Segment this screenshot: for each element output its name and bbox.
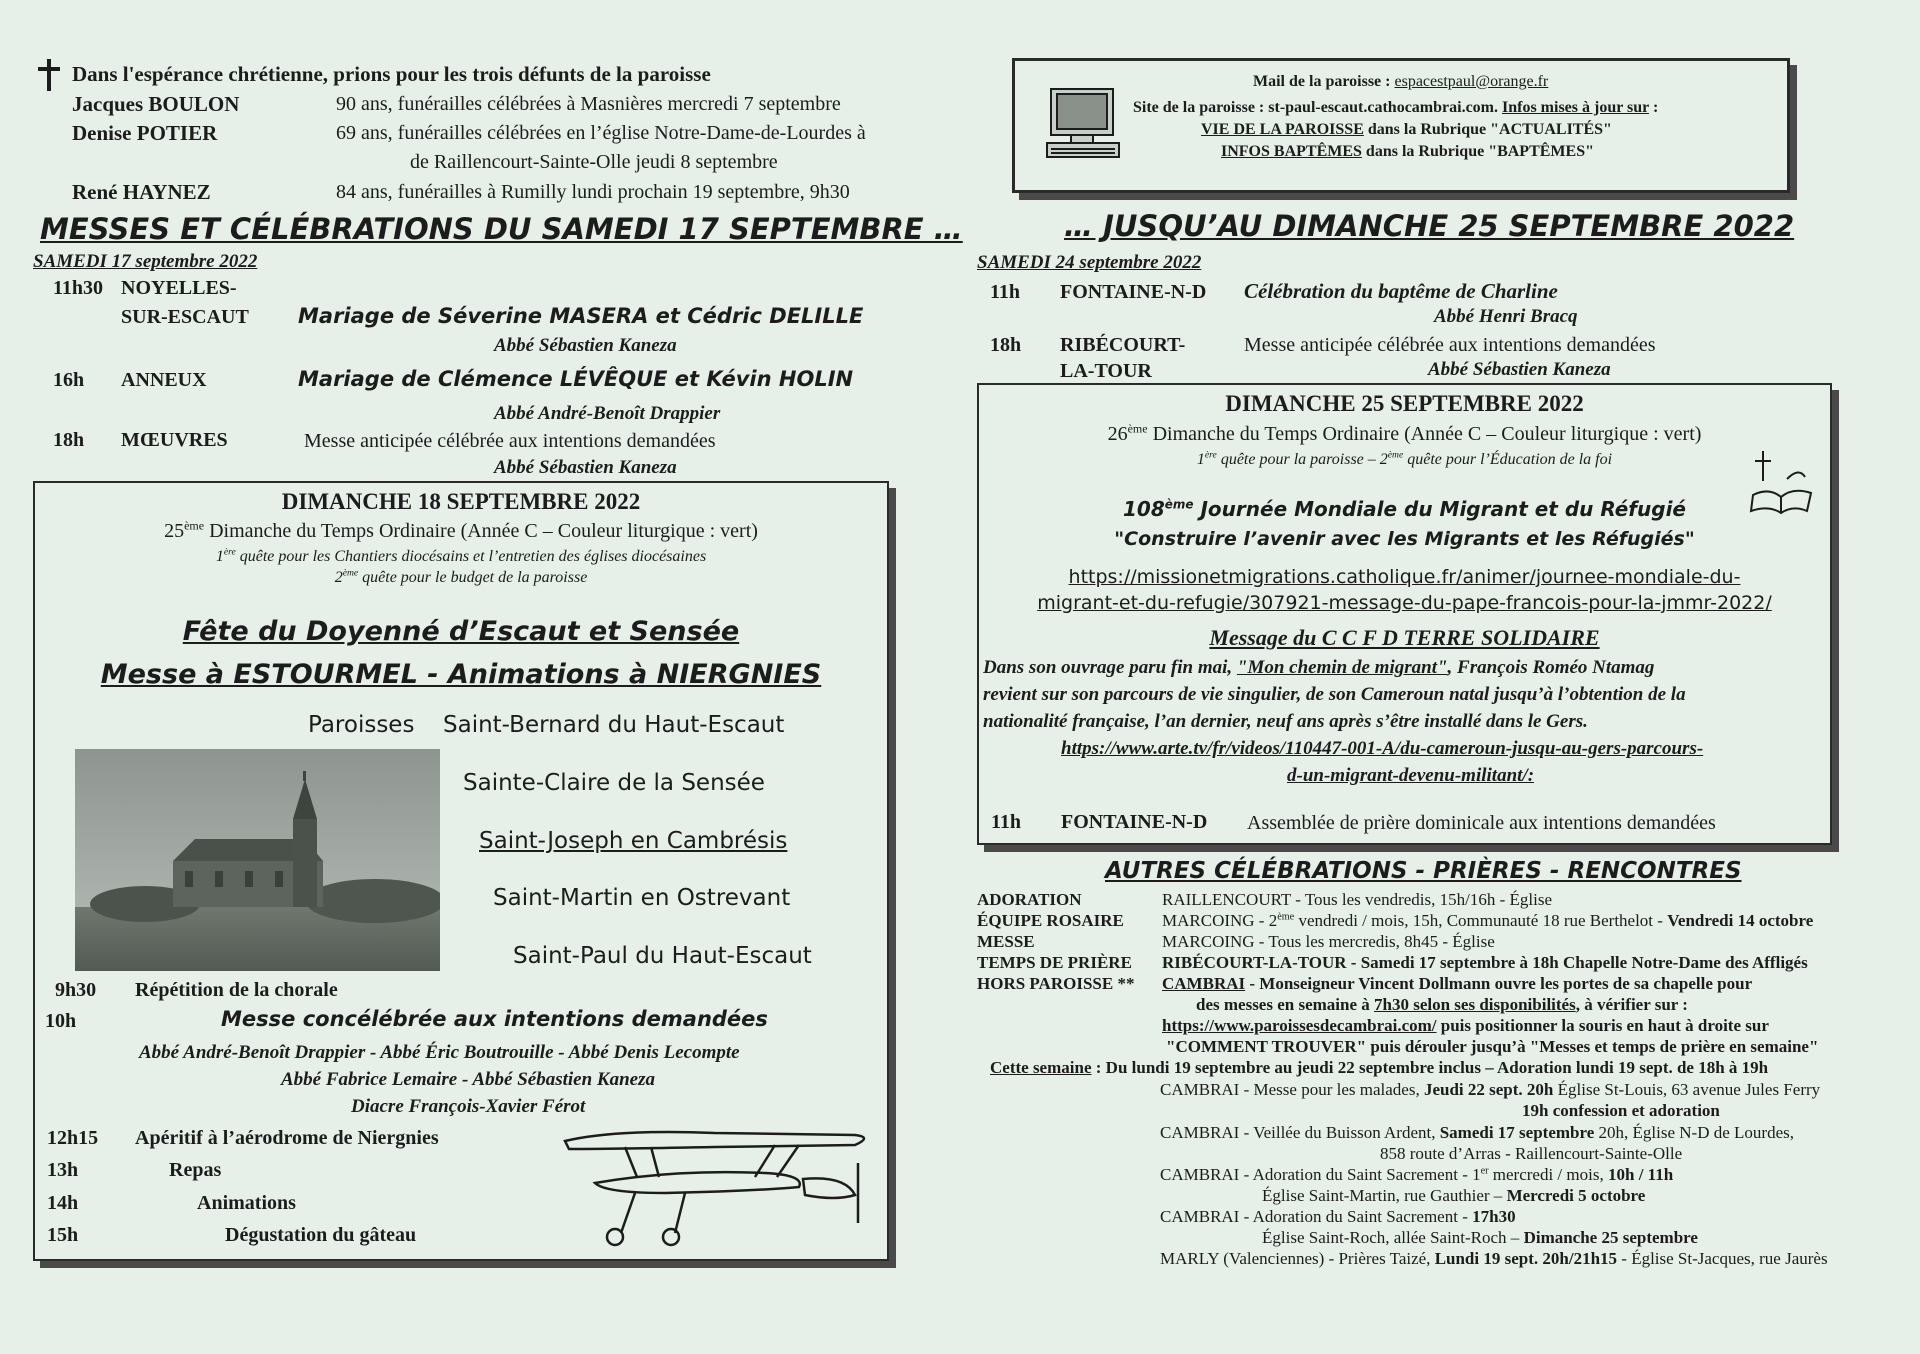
left-section-title: MESSES ET CÉLÉBRATIONS DU SAMEDI 17 SEPTEMBRE …	[40, 212, 963, 246]
event-place: ANNEUX	[121, 369, 207, 391]
event-time: 11h30	[53, 277, 104, 299]
event-time: 11h	[991, 811, 1022, 833]
sunday18-ordinal: 25ème Dimanche du Temps Ordinaire (Année C – Couleur liturgique : vert)	[164, 518, 758, 542]
sunday18-box	[33, 481, 889, 1261]
event-place: FONTAINE-N-D	[1061, 811, 1208, 833]
event-description: Messe anticipée célébrée aux intentions demandées	[1244, 334, 1656, 356]
saturday24-date: SAMEDI 24 septembre 2022	[977, 252, 1202, 273]
schedule-label: Dégustation du gâteau	[225, 1224, 417, 1246]
deceased-detail: de Raillencourt-Sainte-Olle jeudi 8 septembre	[410, 151, 778, 173]
right-section-title: … JUSQU’AU DIMANCHE 25 SEPTEMBRE 2022	[1064, 209, 1795, 243]
sunday25-title: DIMANCHE 25 SEPTEMBRE 2022	[1225, 391, 1584, 416]
autres-detail: des messes en semaine à 7h30 selon ses disponibilités, à vérifier sur :	[1196, 995, 1688, 1014]
ccfd-title: Message du C C F D TERRE SOLIDAIRE	[1209, 625, 1600, 650]
contact-site-line: Site de la paroisse : st-paul-escaut.cathocambrai.com. Infos mises à jour sur :	[1133, 99, 1659, 116]
sunday18-title: DIMANCHE 18 SEPTEMBRE 2022	[281, 489, 641, 514]
schedule-label: Apéritif à l’aérodrome de Niergnies	[135, 1127, 439, 1149]
autres-detail: https://www.paroissesdecambrai.com/ puis positionner la souris en haut à droite sur	[1162, 1016, 1769, 1035]
cambrai-line: Église Saint-Roch, allée Saint-Roch – Dimanche 25 septembre	[1262, 1228, 1698, 1247]
schedule-time: 10h	[45, 1010, 77, 1032]
parish-name: Saint-Joseph en Cambrésis	[479, 828, 788, 854]
deceased-detail: 90 ans, funérailles célébrées à Masnières mercredi 7 septembre	[336, 93, 841, 115]
semaine-label: Cette semaine : Du lundi 19 septembre au jeudi 22 septembre inclus – Adoration lundi 19 sept. de 18h à 19h	[990, 1058, 1769, 1077]
autres-label: ÉQUIPE ROSAIRE	[977, 911, 1124, 930]
autres-detail: RAILLENCOURT - Tous les vendredis, 15h/16h - Église	[1162, 890, 1553, 909]
schedule-time: 15h	[47, 1224, 79, 1246]
cambrai-line: CAMBRAI - Veillée du Buisson Ardent, Samedi 17 septembre 20h, Église N-D de Lourdes,	[1160, 1123, 1794, 1142]
marly-line: MARLY (Valenciennes) - Prières Taizé, Lundi 19 sept. 20h/21h15 - Église St-Jacques, rue Jaurès	[1160, 1249, 1828, 1268]
vie-link[interactable]: VIE DE LA PAROISSE	[1201, 121, 1364, 138]
schedule-time: 12h15	[47, 1127, 99, 1149]
event-priest: Abbé Sébastien Kaneza	[494, 335, 677, 356]
autres-detail: MARCOING - 2ème vendredi / mois, 15h, Communauté 18 rue Berthelot - Vendredi 14 octobre	[1162, 911, 1814, 930]
event-place: LA-TOUR	[1060, 360, 1152, 382]
autres-detail: "COMMENT TROUVER" puis dérouler jusqu’à "Messes et temps de prière en semaine"	[1166, 1037, 1819, 1056]
paroisses-link[interactable]: https://www.paroissesdecambrai.com/	[1162, 1016, 1437, 1035]
sunday25-box	[977, 383, 1832, 845]
ccfd-text: revient sur son parcours de vie singulier, de son Cameroun natal jusqu’à l’obtention de la	[983, 684, 1686, 705]
event-description: Assemblée de prière dominicale aux intentions demandées	[1247, 812, 1716, 834]
priests-line: Diacre François-Xavier Férot	[351, 1096, 586, 1117]
parishes-label: Paroisses	[308, 712, 415, 738]
fete-title: Fête du Doyenné d’Escaut et Sensée	[182, 616, 740, 647]
mail-link[interactable]: espacestpaul@orange.fr	[1394, 73, 1549, 90]
deceased-detail: 69 ans, funérailles célébrées en l’église Notre-Dame-de-Lourdes à	[336, 122, 866, 144]
cambrai-line: CAMBRAI - Adoration du Saint Sacrement - 17h30	[1160, 1207, 1516, 1226]
deceased-name: René HAYNEZ	[72, 180, 211, 204]
event-place: NOYELLES-	[121, 277, 237, 299]
schedule-label: Repas	[169, 1159, 222, 1181]
ccfd-text: Dans son ouvrage paru fin mai, "Mon chemin de migrant", François Roméo Ntamag	[983, 657, 1655, 678]
autres-label: TEMPS DE PRIÈRE	[977, 953, 1132, 972]
saturday17-date: SAMEDI 17 septembre 2022	[33, 251, 258, 272]
church-photo	[75, 749, 440, 971]
sunday18-collection-1: 1ère quête pour les Chantiers diocésains et l’entretien des églises diocésaines	[215, 546, 707, 565]
sunday25-collections: 1ère quête pour la paroisse – 2ème quête pour l’Éducation de la foi	[1196, 449, 1613, 468]
schedule-time: 9h30	[55, 979, 97, 1001]
fete-subtitle: Messe à ESTOURMEL - Animations à NIERGNIES	[100, 659, 822, 690]
parish-name: Saint-Bernard du Haut-Escaut	[443, 712, 785, 738]
autres-title: AUTRES CÉLÉBRATIONS - PRIÈRES - RENCONTRES	[1105, 858, 1742, 884]
contact-box	[1012, 58, 1790, 193]
deceased-detail: 84 ans, funérailles à Rumilly lundi prochain 19 septembre, 9h30	[336, 181, 850, 203]
bapt-link[interactable]: INFOS BAPTÊMES	[1221, 143, 1362, 160]
cambrai-line: 19h confession et adoration	[1522, 1101, 1720, 1120]
contact-bapt-line: INFOS BAPTÊMES dans la Rubrique "BAPTÊMES"	[1221, 143, 1594, 160]
event-description: Messe anticipée célébrée aux intentions demandées	[304, 430, 716, 452]
ccfd-link[interactable]: https://www.arte.tv/fr/videos/110447-001-A/du-cameroun-jusqu-au-gers-parcours-	[1061, 738, 1704, 759]
event-description: Mariage de Clémence LÉVÊQUE et Kévin HOLIN	[298, 367, 854, 391]
autres-detail: MARCOING - Tous les mercredis, 8h45 - Église	[1162, 932, 1495, 951]
autres-label: HORS PAROISSE **	[977, 974, 1135, 993]
event-description: Mariage de Séverine MASERA et Cédric DELILLE	[298, 304, 864, 328]
autres-label: MESSE	[977, 932, 1035, 951]
schedule-time: 13h	[47, 1159, 79, 1181]
mass-description: Messe concélébrée aux intentions demandées	[221, 1007, 768, 1031]
cross-icon	[36, 57, 62, 93]
cambrai-line: CAMBRAI - Adoration du Saint Sacrement - 1er mercredi / mois, 10h / 11h	[1160, 1165, 1674, 1184]
autres-detail: CAMBRAI - Monseigneur Vincent Dollmann ouvre les portes de sa chapelle pour	[1162, 974, 1753, 993]
event-place: SUR-ESCAUT	[121, 306, 249, 328]
parish-name: Saint-Martin en Ostrevant	[493, 885, 791, 911]
ccfd-text: nationalité française, l’an dernier, neuf ans après s’être installé dans le Gers.	[983, 711, 1588, 732]
cambrai-line: 858 route d’Arras - Raillencourt-Sainte-Olle	[1380, 1144, 1683, 1163]
event-priest: Abbé Sébastien Kaneza	[1428, 359, 1611, 380]
schedule-label: Répétition de la chorale	[135, 979, 338, 1001]
priests-line: Abbé André-Benoît Drappier - Abbé Éric Boutrouille - Abbé Denis Lecompte	[139, 1042, 740, 1063]
event-place: FONTAINE-N-D	[1060, 281, 1207, 303]
event-place: MŒUVRES	[121, 429, 228, 451]
event-priest: Abbé Sébastien Kaneza	[494, 457, 677, 478]
event-time: 18h	[53, 429, 85, 451]
event-priest: Abbé André-Benoît Drappier	[494, 403, 721, 424]
jmmr-slogan: "Construire l’avenir avec les Migrants et les Réfugiés"	[1114, 528, 1695, 550]
schedule-label: Animations	[197, 1192, 296, 1214]
event-priest: Abbé Henri Bracq	[1434, 306, 1578, 327]
contact-vie-line: VIE DE LA PAROISSE dans la Rubrique "ACTUALITÉS"	[1201, 121, 1612, 138]
deceased-name: Jacques BOULON	[72, 92, 240, 116]
event-place: RIBÉCOURT-	[1060, 334, 1186, 356]
event-description: Célébration du baptême de Charline	[1244, 279, 1558, 303]
event-time: 16h	[53, 369, 85, 391]
ccfd-link[interactable]: d-un-migrant-devenu-militant/:	[1287, 765, 1535, 786]
jmmr-link[interactable]: https://missionetmigrations.catholique.fr/animer/journee-mondiale-du-	[1068, 566, 1741, 588]
schedule-time: 14h	[47, 1192, 79, 1214]
event-time: 11h	[990, 281, 1021, 303]
autres-detail: RIBÉCOURT-LA-TOUR - Samedi 17 septembre à 18h Chapelle Notre-Dame des Affligés	[1162, 953, 1808, 972]
contact-mail-line: Mail de la paroisse : espacestpaul@orange.fr	[1253, 73, 1549, 90]
biplane-icon	[555, 1121, 881, 1251]
sunday25-ordinal: 26ème Dimanche du Temps Ordinaire (Année C – Couleur liturgique : vert)	[1107, 421, 1702, 445]
deceased-intro: Dans l'espérance chrétienne, prions pour les trois défunts de la paroisse	[72, 62, 711, 86]
cambrai-line: CAMBRAI - Messe pour les malades, Jeudi 22 sept. 20h Église St-Louis, 63 avenue Jules Ferry	[1160, 1080, 1821, 1099]
jmmr-link[interactable]: migrant-et-du-refugie/307921-message-du-pape-francois-pour-la-jmmr-2022/	[1037, 592, 1772, 614]
priests-line: Abbé Fabrice Lemaire - Abbé Sébastien Kaneza	[281, 1069, 655, 1090]
jmmr-title: 108ème Journée Mondiale du Migrant et du Réfugié	[1122, 497, 1686, 521]
autres-label: ADORATION	[977, 890, 1082, 909]
parish-name: Sainte-Claire de la Sensée	[463, 770, 765, 796]
event-time: 18h	[990, 334, 1022, 356]
sunday18-collection-2: 2ème quête pour le budget de la paroisse	[334, 567, 588, 586]
computer-icon	[1041, 83, 1125, 163]
deceased-name: Denise POTIER	[72, 121, 218, 145]
cambrai-line: Église Saint-Martin, rue Gauthier – Mercredi 5 octobre	[1262, 1186, 1646, 1205]
parish-name: Saint-Paul du Haut-Escaut	[513, 943, 812, 969]
